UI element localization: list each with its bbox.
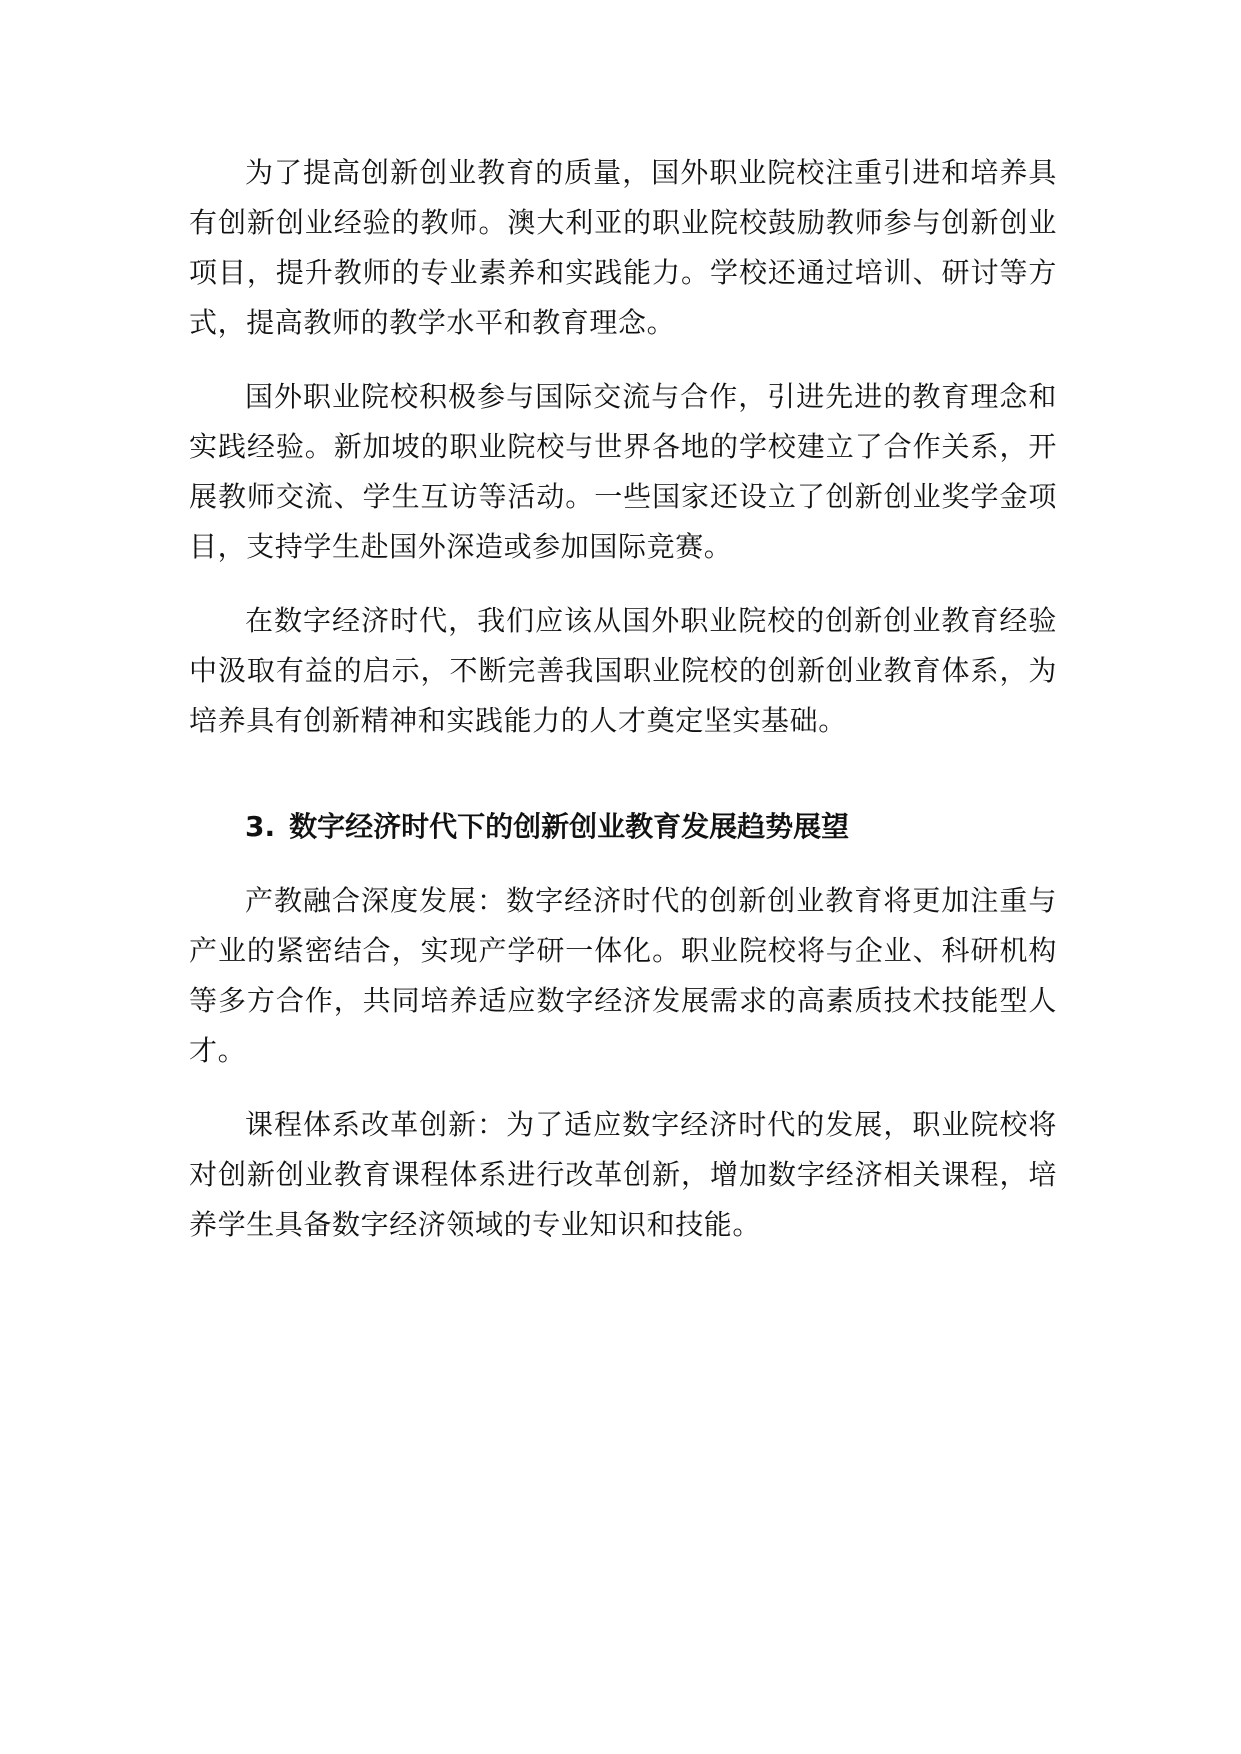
paragraph-conclusion: 在数字经济时代，我们应该从国外职业院校的创新创业教育经验中汲取有益的启示，不断完善我国职业院校的创新创业教育体系，为培养具有创新精神和实践能力的人才奠定坚实基础。 [189, 604, 1057, 737]
paragraph-industry-education: 产教融合深度发展：数字经济时代的创新创业教育将更加注重与产业的紧密结合，实现产学研一体化。职业院校将与企业、科研机构等多方合作，共同培养适应数字经济发展需求的高素质技术技能型人才。 [189, 884, 1057, 1067]
page-body [189, 148, 1057, 1274]
section-number: 3. [245, 810, 276, 843]
section-title: 数字经济时代下的创新创业教育发展趋势展望 [289, 810, 850, 843]
paragraph-curriculum-reform: 课程体系改革创新：为了适应数字经济时代的发展，职业院校将对创新创业教育课程体系进行改革创新，增加数字经济相关课程，培养学生具备数字经济领域的专业知识和技能。 [189, 1108, 1057, 1241]
paragraph-international-cooperation: 国外职业院校积极参与国际交流与合作，引进先进的教育理念和实践经验。新加坡的职业院校与世界各地的学校建立了合作关系，开展教师交流、学生互访等活动。一些国家还设立了创新创业奖学金项目，支持学生赴国外深造或参加国际竞赛。 [189, 380, 1057, 563]
paragraph-teacher-training: 为了提高创新创业教育的质量，国外职业院校注重引进和培养具有创新创业经验的教师。澳大利亚的职业院校鼓励教师参与创新创业项目，提升教师的专业素养和实践能力。学校还通过培训、研讨等方式，提高教师的教学水平和教育理念。 [189, 156, 1057, 339]
section-heading [189, 802, 1057, 852]
